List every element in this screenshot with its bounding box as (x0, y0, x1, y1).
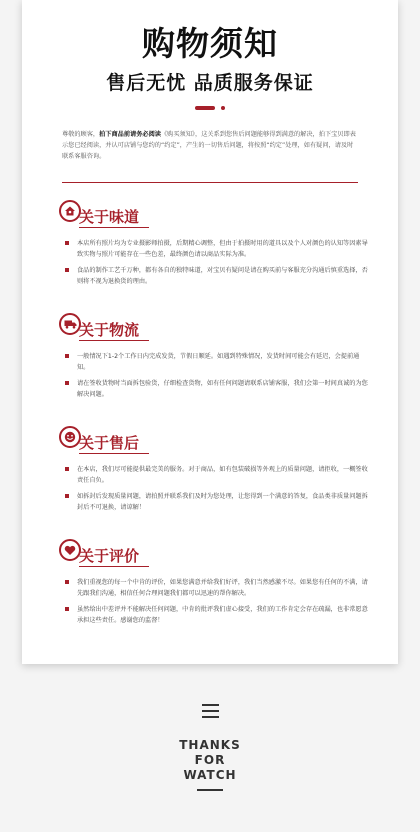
list-item: 如拆封后发现质量问题，请拍照并联系我们及时为您处理，让您得到一个满意的答复，食品类非质量问题拆封后不可退换，请谅解！ (59, 491, 369, 513)
list-item: 请在签收货物时当面拆包验货，仔细检查货物，如有任何问题请联系店铺客服，我们会第一时间真诚的为您解决问题。 (59, 378, 369, 400)
section-reviews (59, 539, 369, 631)
divider (62, 182, 358, 183)
section-title: 关于评价 (79, 547, 140, 565)
smile-icon (59, 426, 81, 448)
list-item: 食品的制作工艺千万种，都有各自的独特味道，对宝贝有疑问是请在购买前与客服充分沟通后慎重选择，否则将不视为退换货的理由。 (59, 265, 369, 287)
section-taste (59, 200, 369, 292)
thanks-footer (0, 700, 420, 791)
list-item: 我们重视您的每一个中肯的评价，如果您满意并给我们好评，我们当然感激不尽。如果您有任何的不满，请先跟我们沟通，相信任何合理问题我们都可以迅速的帮你解决。 (59, 577, 369, 599)
section-underline (79, 340, 149, 341)
section-title: 关于售后 (79, 434, 140, 452)
section-underline (79, 453, 149, 454)
shopping-notice-card (22, 0, 398, 664)
menu-icon (202, 700, 219, 722)
page-subtitle: 售后无忧 品质服务保证 (106, 72, 314, 94)
bullet-icon (65, 467, 69, 471)
section-underline (79, 566, 149, 567)
bullet-icon (65, 494, 69, 498)
intro-paragraph: 尊敬的顾客，拍下商品前请务必阅读《购买须知》，这关系到您售后问题能够得到满意的解决，拍下宝贝即表示您已经阅读，并认可店铺与您约的“约定”，产生的一切售后问题，将按照“约定”处理，如有疑问，请及时联系客服咨询。 (62, 131, 356, 160)
list-item: 一般情况下1-2个工作日内完成发货，节假日顺延。如遇到特殊情况，发货时间可能会有延迟，会提前通知。 (59, 351, 369, 373)
bullet-icon (65, 607, 69, 611)
bullet-icon (65, 241, 69, 245)
bullet-icon (65, 580, 69, 584)
truck-icon (59, 313, 81, 335)
section-logistics (59, 313, 369, 405)
list-item: 在本店，我们尽可能提供最完美的服务。对于商品，如有包装破损等外观上的质量问题，请拒收，一概签收责任自负。 (59, 464, 369, 486)
section-underline (79, 227, 149, 228)
bullet-icon (65, 268, 69, 272)
section-title: 关于味道 (79, 208, 140, 226)
thanks-text: THANKS FOR WATCH (179, 738, 241, 782)
bullet-icon (65, 381, 69, 385)
page-title: 购物须知 (142, 24, 278, 63)
heart-icon (59, 539, 81, 561)
footer-dash-decoration (197, 789, 223, 791)
section-after-sales (59, 426, 369, 518)
bullet-icon (65, 354, 69, 358)
title-dash-decoration (195, 106, 215, 110)
intro-highlight: 拍下商品前请务必阅读 (99, 131, 161, 138)
title-dot-decoration (221, 106, 225, 110)
section-title: 关于物流 (79, 321, 140, 339)
home-icon (59, 200, 81, 222)
list-item: 虽然给出中差评并不能解决任何问题，中肯的批评我们虚心接受，我们的工作肯定会存在疏漏，也非常愿意承担这些责任。感谢您的监督！ (59, 604, 369, 626)
list-item: 本店所有照片均为专业摄影师拍摄，后期精心调整，但由于拍摄时用的道具以及个人对颜色的认知等因素导致实物与照片可能存在一些色差，最终颜色请以商品实际为准。 (59, 238, 369, 260)
